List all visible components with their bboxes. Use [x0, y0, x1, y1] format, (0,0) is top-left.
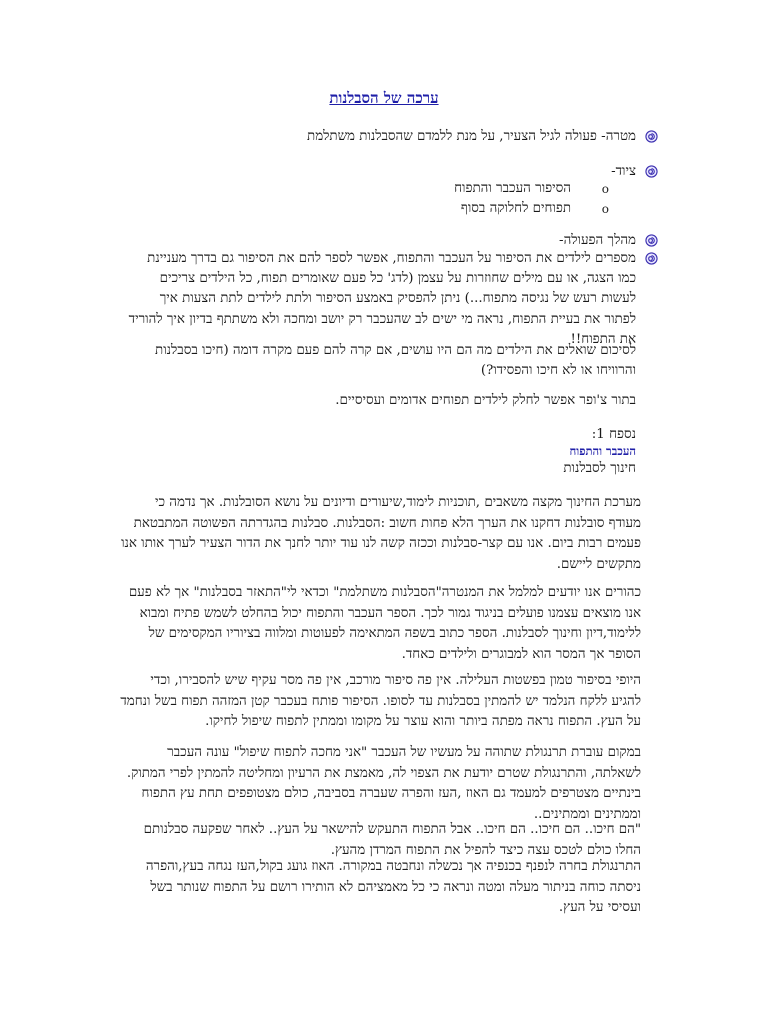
equipment-subitem [454, 179, 609, 199]
page-title: ערכה של הסבלנות [329, 89, 439, 107]
hollow-circle-icon: o [601, 182, 609, 196]
hollow-circle-icon: o [601, 202, 609, 216]
paragraph: כהורים אנו יודעים למלמל את המנטרה"הסבלנות משתלמת" וכדאי לי"התאזר בסבלנות" אך לא פעם אנו מוצאים עצמנו פועלים בניגוד גמור לכך. הספר העכבר והתפוח יכול בהחלט לשמש פתיח ומבוא ללימוד,דיון וחינוך לסבלנות. הספר כתוב בשפה המתאימה לפעוטות ומלווה בציוריו המקסימים של הסופר אך המסר הוא למבוגרים ולילדים כאחד. [128, 585, 641, 662]
appendix-subtitle: חינוך לסבלנות [563, 461, 636, 476]
spiral-bullet-icon [645, 165, 658, 178]
paragraph: התרנגולת בחרה לנפנף בכנפיה אך נכשלה ונחבטה במקורה. האוז גועג בקול,העז נגחה בעץ,והפרה ניסתה כוחה בניתור מעלה ומטה ונראה כי כל מאמציהם לא הותירו רושם על התפוח שנותר בשל ועסיסי על העץ. [145, 859, 641, 916]
paragraph: במקום עוברת תרנגולת שתוהה על מעשיו של העכבר "אני מחכה לתפוח שיפול" עונה העכבר לשאלתה, והתרנגולת שטרם יודעת את הצפוי לה, מאמצת את הרעיון ומחליטה להמתין לפרי המתוק. בינתיים מצטרפים למעמד גם האוז ,העז והפרה שעברה בסביבה, כולם מצטופפים תחת עץ התפוח וממתינים וממתינים.. [126, 745, 641, 822]
equipment-label: ציוד- [611, 164, 636, 179]
spiral-bullet-icon [645, 234, 658, 247]
end-text: בתור צ'ופר אפשר לחלק לילדים תפוחים אדומים ועסיסיים. [335, 393, 636, 408]
paragraph: היופי בסיפור טמון בפשטות העלילה. אין פה סיפור מורכב, אין פה מסר עקיף שיש להסבירו, וכדי להגיע ללקח הנלמד יש להמתין בסבלנות עד לסופו. הסיפור פותח בעכבר קטן המזהה תפוח בשל ונחמד על העץ. התפוח נראה מפתה ביותר והוא עוצר על מקומו וממתין לתפוח שיפול לחיקו. [120, 673, 641, 730]
appendix-label: נספח 1: [591, 427, 636, 442]
equipment-subitem [460, 199, 609, 219]
spiral-bullet-icon [645, 130, 658, 143]
summary-text: לסיכום שואלים את הילדים מה הם היו עושים, אם קרה להם פעם מקרה דומה (חיכו בסבלנות והרוויחו או לא חיכו והפסידו?) [155, 343, 636, 379]
paragraph: מערכת החינוך מקצה משאבים ,תוכניות לימוד,שיעורים ודיונים על נושא הסובלנות. אך נדמה כי מעודף סובלנות דחקנו את הערך הלא פחות חשוב :הסבלנות. סבלנות בהגדרתה הפשוטה המתבטאת פעמים רבות ביום. אנו עם קצר-סבלנות וככזה קשה לנו עוד יותר לחנך את הדור הצעיר לערך אותו אנו מתקשים ליישם. [121, 495, 641, 572]
goal-item [116, 127, 636, 147]
procedure-item [116, 231, 636, 251]
goal-text: מטרה- פעולה לגיל הצעיר, על מנת ללמדם שהסבלנות משתלמת [307, 129, 636, 144]
paragraph: "הם חיכו.. הם חיכו.. הם חיכו.. אבל התפוח התעקש להישאר על העץ.. לאחר שפקעה סבלנותם החלו כולם לטכס עצה כיצד להפיל את התפוח המרדן מהעץ. [143, 822, 641, 858]
equipment-subitem-text: תפוחים לחלוקה בסוף [460, 201, 571, 216]
appendix-title: העכבר והתפוח [569, 444, 636, 458]
procedure-text-item [126, 249, 636, 350]
spiral-bullet-icon [645, 252, 658, 265]
equipment-subitem-text: הסיפור העכבר והתפוח [454, 181, 571, 196]
procedure-label: מהלך הפעולה- [559, 233, 636, 248]
procedure-text: מספרים לילדים את הסיפור על העכבר והתפוח, אפשר לספר להם את הסיפור גם בדרך מעניינת כמו הצגה, או עם מילים שחוזרות על עצמן (לדג' כל פעם שאומרים תפוח, כל הילדים צריכים לעשות רעש של נגיסה מתפוח...) ניתן להפסיק באמצע הסיפור ולתת לילדים לתת הצעות איך לפתור את בעיית התפוח, נראה מי ישים לב שהעכבר רק יושב ומחכה ולא משתתף בדיון איך להוריד את התפוח!! [128, 251, 636, 347]
